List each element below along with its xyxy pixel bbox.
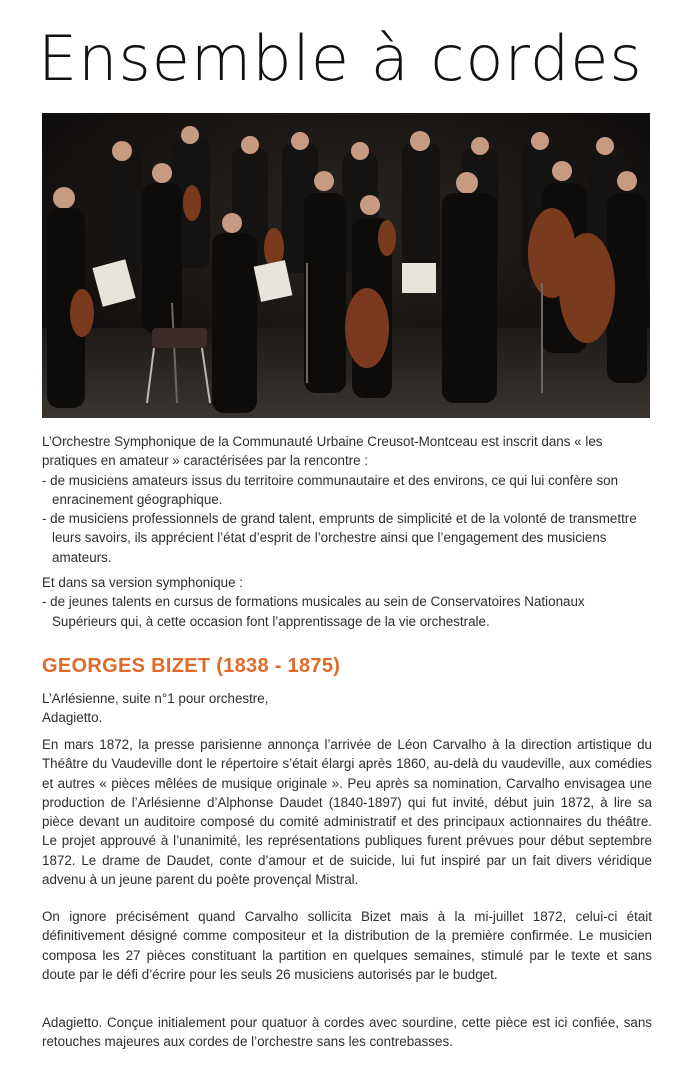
page-title: Ensemble à cordes (38, 22, 643, 95)
intro-item-professionals: - de musiciens professionnels de grand talent, emprunts de simplicité et de la volonté de transmettre leurs savoirs, ils apprécient l’état d’esprit de l’orchestre ainsi que l’engagement des musiciens amateurs. (42, 511, 637, 565)
orchestra-photo (42, 113, 650, 418)
intro-lead: L’Orchestre Symphonique de la Communauté Urbaine Creusot-Montceau est inscrit dans « les pratiques en amateur » caractérisées par la rencontre : (42, 434, 603, 469)
intro-item-amateurs: - de musiciens amateurs issus du territoire communautaire et des environs, ce qui lui confère son enracinement géographique. (42, 472, 619, 507)
symphonic-lead: Et dans sa version symphonique : (42, 575, 243, 590)
adagietto-paragraph: Adagietto. Conçue initialement pour quatuor à cordes avec sourdine, cette pièce est ici confiée, sans retouches majeures aux cordes de l’orchestre sans les contrebasses. (42, 1015, 652, 1050)
symphonic-item-young-talents: - de jeunes talents en cursus de formations musicales au sein de Conservatoires Nationaux Supérieurs qui, à cette occasion font l’apprentissage de la vie orchestrale. (42, 594, 585, 629)
symphonic-section (42, 573, 652, 631)
intro-section (42, 432, 652, 567)
work-title-line2: Adagietto. (42, 710, 103, 726)
work-title (42, 689, 652, 728)
composer-heading: GEORGES BIZET (1838 - 1875) (42, 655, 341, 677)
history-paragraph-1: En mars 1872, la presse parisienne annonça l’arrivée de Léon Carvalho à la direction artistique du Théâtre du Vaudeville dont le répertoire s’était élargi après 1860, au-delà du vaudeville, aux comédies et autres « pièces mêlées de musique originale ». Peu après sa nomination, Carvalho envisagea une production de l’Arlésienne d’Alphonse Daudet (1840-1897) qui fut invité, début juin 1872, à lire sa pièce devant un auditoire composé du comité administratif et des principaux actionnaires du théâtre. Le projet approuvé à l’unanimité, les représentations publiques furent prévues pour début septembre 1872. Le drame de Daudet, conte d’amour et de suicide, lui fut inspiré par un fait divers véridique advenu à un jeune parent du poète provençal Mistral. (42, 737, 652, 888)
history-paragraph-2: On ignore précisément quand Carvalho sollicita Bizet mais à la mi-juillet 1872, celui-ci était définitivement désigné comme compositeur et la distribution de la première confirmée. Le musicien composa les 27 pièces constituant la partition en quelques semaines, stimulé par le texte et sans doute par le défi d’écrire pour les seuls 26 musiciens autorisés par le budget. (42, 909, 652, 982)
work-title-line1: L’Arlésienne, suite n°1 pour orchestre, (42, 691, 269, 706)
